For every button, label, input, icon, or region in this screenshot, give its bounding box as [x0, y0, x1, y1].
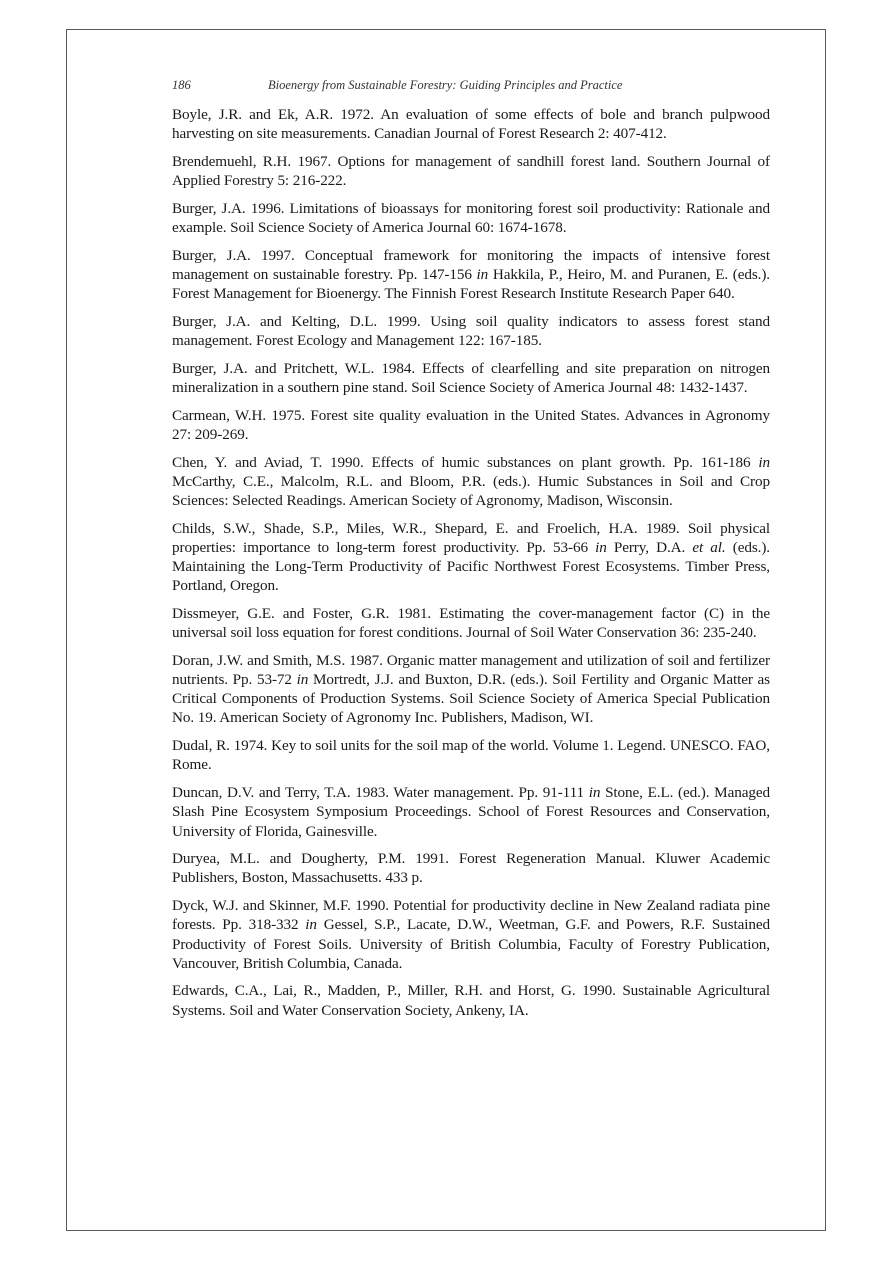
reference-list — [172, 105, 770, 1028]
reference-entry: Brendemuehl, R.H. 1967. Options for management of sandhill forest land. Southern Journal of Applied Forestry 5: 216-222. — [172, 152, 770, 190]
reference-entry: Boyle, J.R. and Ek, A.R. 1972. An evaluation of some effects of bole and branch pulpwood harvesting on site measurements. Canadian Journal of Forest Research 2: 407-412. — [172, 106, 770, 143]
reference-entry: Duncan, D.V. and Terry, T.A. 1983. Water management. Pp. 91-111 in Stone, E.L. (ed.). Managed Slash Pine Ecosystem Symposium Proceedings. School of Forest Resources and Conservation, University of Florida, Gainesville. — [172, 784, 770, 840]
reference-entry: Dudal, R. 1974. Key to soil units for the soil map of the world. Volume 1. Legend. UNESCO. FAO, Rome. — [172, 737, 770, 774]
reference-entry: Dissmeyer, G.E. and Foster, G.R. 1981. Estimating the cover-management factor (C) in the universal soil loss equation for forest conditions. Journal of Soil Water Conservation 36: 235-240. — [172, 604, 770, 642]
reference-entry: Dyck, W.J. and Skinner, M.F. 1990. Potential for productivity decline in New Zealand radiata pine forests. Pp. 318-332 in Gessel, S.P., Lacate, D.W., Weetman, G.F. and Powers, R.F. Sustained Productivity of Forest Soils. University of British Columbia, Faculty of Forestry Publication, Vancouver, British Columbia, Canada. — [172, 897, 770, 972]
reference-entry: Burger, J.A. 1996. Limitations of bioassays for monitoring forest soil productivity: Rationale and example. Soil Science Society of America Journal 60: 1674-1678. — [172, 199, 770, 237]
reference-entry: Doran, J.W. and Smith, M.S. 1987. Organic matter management and utilization of soil and fertilizer nutrients. Pp. 53-72 in Mortredt, J.J. and Buxton, D.R. (eds.). Soil Fertility and Organic Matter as Critical Components of Production Systems. Soil Science Society of America Special Publication No. 19. American Society of Agronomy Inc. Publishers, Madison, WI. — [172, 651, 770, 727]
reference-entry: Childs, S.W., Shade, S.P., Miles, W.R., Shepard, E. and Froelich, H.A. 1989. Soil physical properties: importance to long-term forest productivity. Pp. 53-66 in Perry, D.A. et al. (eds.). Maintaining the Long-Term Productivity of Pacific Northwest Forest Ecosystems. Timber Press, Portland, Oregon. — [172, 519, 771, 595]
page-number: 186 — [172, 78, 191, 92]
book-title: Bioenergy from Sustainable Forestry: Guiding Principles and Practice — [268, 78, 623, 92]
reference-entry: Duryea, M.L. and Dougherty, P.M. 1991. Forest Regeneration Manual. Kluwer Academic Publishers, Boston, Massachusetts. 433 p. — [172, 850, 770, 887]
reference-entry: Burger, J.A. 1997. Conceptual framework for monitoring the impacts of intensive forest management on sustainable forestry. Pp. 147-156 in Hakkila, P., Heiro, M. and Puranen, E. (eds.). Forest Management for Bioenergy. The Finnish Forest Research Institute Research Paper 640. — [172, 246, 770, 303]
reference-entry: Edwards, C.A., Lai, R., Madden, P., Miller, R.H. and Horst, G. 1990. Sustainable Agricultural Systems. Soil and Water Conservation Society, Ankeny, IA. — [172, 982, 770, 1019]
running-header — [172, 78, 772, 93]
reference-entry: Burger, J.A. and Pritchett, W.L. 1984. Effects of clearfelling and site preparation on nitrogen mineralization in a southern pine stand. Soil Science Society of America Journal 48: 1432-1437. — [172, 359, 770, 396]
reference-entry: Burger, J.A. and Kelting, D.L. 1999. Using soil quality indicators to assess forest stand management. Forest Ecology and Management 122: 167-185. — [172, 312, 770, 350]
reference-entry: Chen, Y. and Aviad, T. 1990. Effects of humic substances on plant growth. Pp. 161-186 in McCarthy, C.E., Malcolm, R.L. and Bloom, P.R. (eds.). Humic Substances in Soil and Crop Sciences: Selected Readings. American Society of Agronomy, Madison, Wisconsin. — [172, 453, 770, 509]
reference-entry: Carmean, W.H. 1975. Forest site quality evaluation in the United States. Advances in Agronomy 27: 209-269. — [172, 406, 770, 443]
